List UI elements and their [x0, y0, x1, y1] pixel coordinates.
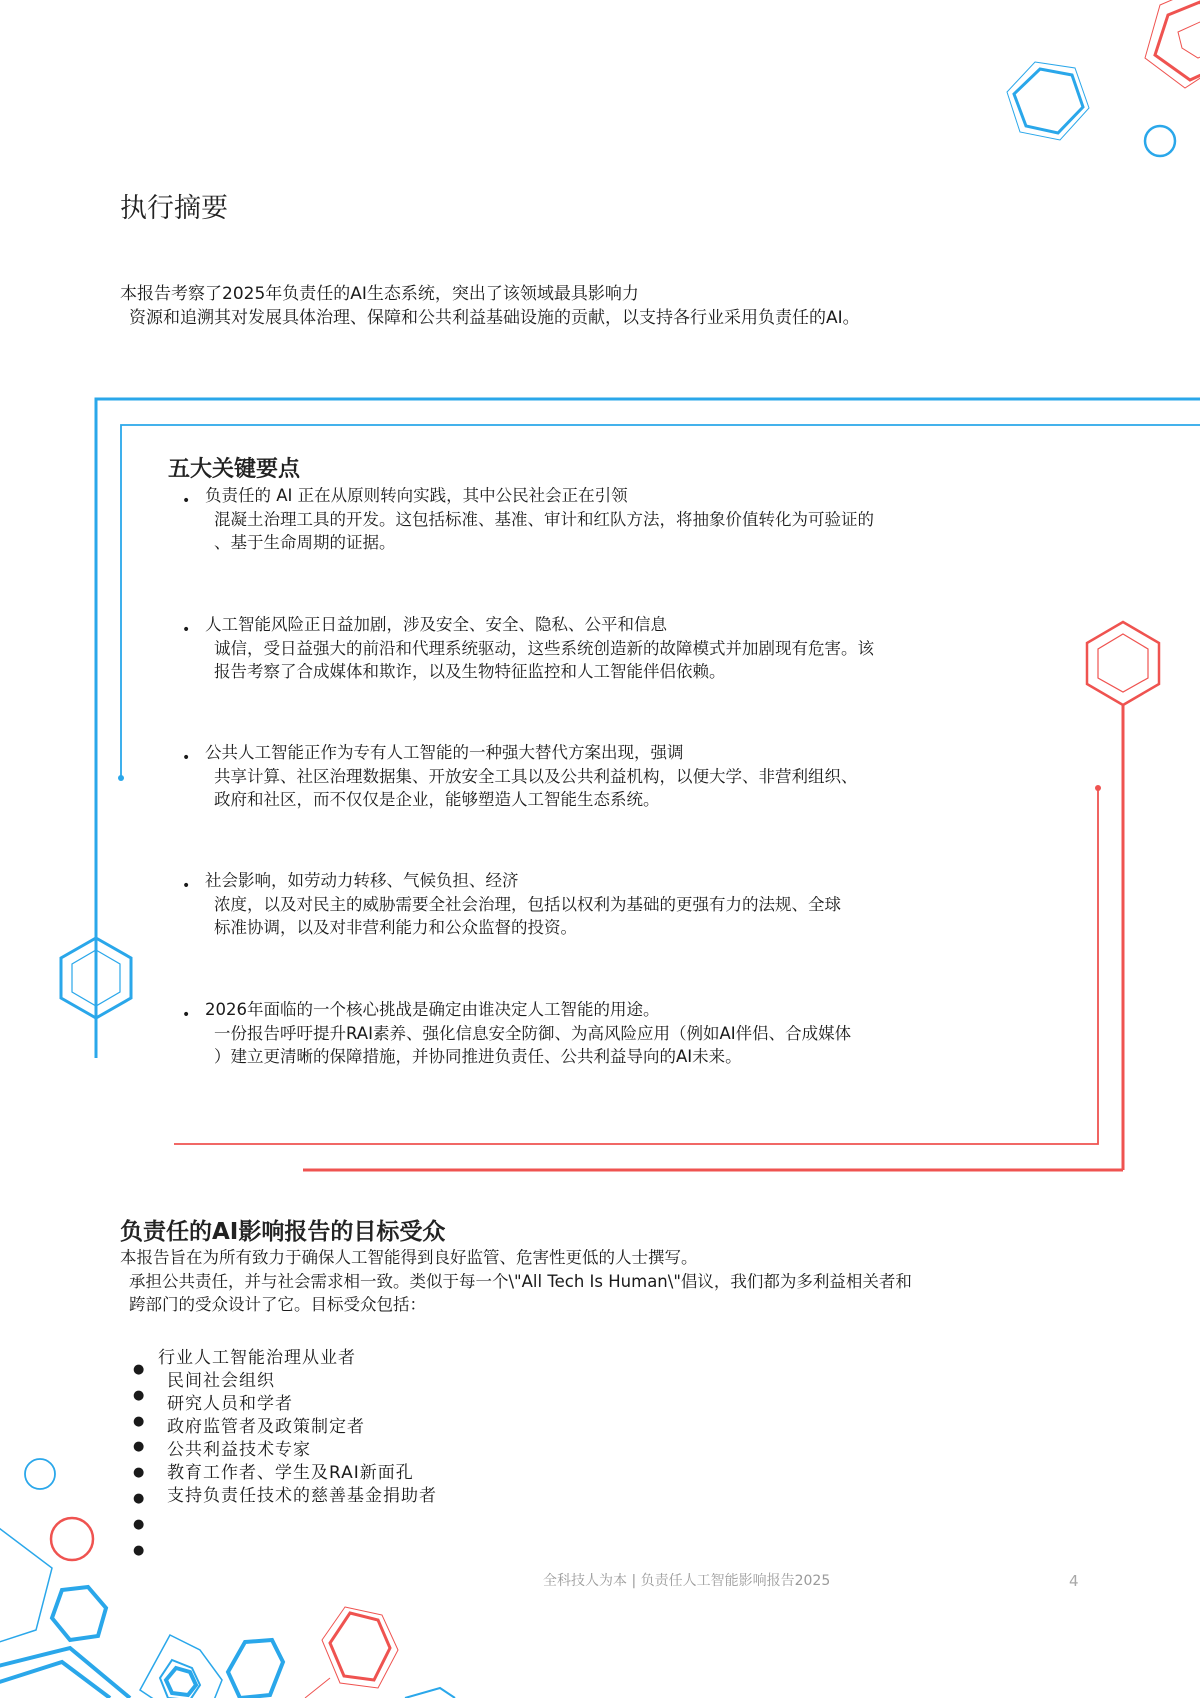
takeaway-item-1: • 负责任的 AI 正在从原则转向实践，其中公民社会正在引领 混凝土治理工具的开发。这包括标准、基准、审计和红队方法，将抽象价值转化为可验证的 、基于生命周期的证据。: [182, 486, 874, 552]
blue-circle-icon: [1145, 126, 1175, 156]
bullet-icon: ●: [133, 1362, 145, 1377]
takeaway-item-3: • 公共人工智能正作为专有人工智能的一种强大替代方案出现，强调 共享计算、社区治理数据集、开放安全工具以及公共利益机构，以便大学、非营利组织、 政府和社区，而不仅仅是企业，能够塑造人工智能生态系统。: [182, 743, 858, 809]
page-title: 执行摘要: [120, 193, 228, 224]
intro-line-1: 本报告考察了2025年负责任的AI生态系统，突出了该领域最具影响力: [120, 284, 639, 304]
takeaway-item-4: • 社会影响，如劳动力转移、气候负担、经济 浓度，以及对民主的威胁需要全社会治理，包括以权利为基础的更强有力的法规、全球 标准协调，以及对非营利能力和公众监督的投资。: [182, 871, 841, 937]
bullet-icon: ●: [133, 1465, 145, 1481]
bullet-icon: ●: [133, 1516, 145, 1532]
intro-paragraph: [120, 282, 860, 330]
bullet-icon: ●: [133, 1490, 145, 1506]
list-item: 支持负责任技术的慈善基金捐助者: [167, 1486, 437, 1506]
red-frame-lines: [174, 788, 1123, 1170]
bullet-icon: •: [182, 622, 191, 638]
page-number: 4: [1069, 1572, 1079, 1590]
right-red-hexagon-icon: [1087, 622, 1159, 1170]
blue-hexagon-icon: [1007, 62, 1089, 140]
bullet-icon: ●: [133, 1439, 145, 1455]
takeaway-item-5: • 2026年面临的一个核心挑战是确定由谁决定人工智能的用途。 一份报告呼吁提升RAI素养、强化信息安全防御、为高风险应用（例如AI伴侣、合成媒体 ）建立更清晰的保障措施，并协同推进负责任、公共利益导向的AI未来。: [182, 1000, 852, 1066]
list-item: 公共利益技术专家: [167, 1440, 311, 1460]
left-blue-hexagon-icon: [61, 900, 131, 1018]
list-item: 研究人员和学者: [167, 1394, 293, 1414]
bullet-icon: •: [182, 878, 191, 894]
list-item: 民间社会组织: [167, 1371, 275, 1391]
audience-list: [130, 1347, 437, 1508]
bullet-icon: •: [182, 1007, 191, 1023]
red-hexagon-cluster-icon: [1145, 0, 1200, 88]
list-item: 行业人工智能治理从业者: [158, 1348, 356, 1368]
audience-bullets-column: [133, 1357, 144, 1563]
takeaway-item-2: • 人工智能风险正日益加剧，涉及安全、安全、隐私、公平和信息 诚信，受日益强大的前沿和代理系统驱动，这些系统创造新的故障模式并加剧现有危害。该 报告考察了合成媒体和欺诈，以及生物特征监控和人工智能伴侣依赖。: [182, 615, 874, 681]
bullet-icon: •: [182, 750, 191, 766]
audience-paragraph: 本报告旨在为所有致力于确保人工智能得到良好监管、危害性更低的人士撰写。 承担公共责任，并与社会需求相一致。类似于每一个\"All Tech Is Human\"倡议，我们都为多利益相关者和 跨部门的受众设计了它。目标受众包括：: [120, 1248, 912, 1314]
list-item: 教育工作者、学生及RAI新面孔: [167, 1463, 414, 1483]
intro-line-2: 资源和追溯其对发展具体治理、保障和公共利益基础设施的贡献，以支持各行业采用负责任的AI。: [129, 308, 860, 328]
bullet-icon: ●: [133, 1542, 145, 1558]
audience-heading: 负责任的AI影响报告的目标受众: [120, 1219, 446, 1245]
bullet-icon: ●: [133, 1413, 145, 1429]
list-item: 政府监管者及政策制定者: [167, 1417, 365, 1437]
bullet-icon: •: [182, 493, 191, 509]
bullet-icon: ●: [133, 1387, 145, 1403]
footer-text: 全科技人为本 | 负责任人工智能影响报告2025: [543, 1573, 831, 1589]
key-takeaways-title: 五大关键要点: [168, 457, 301, 482]
